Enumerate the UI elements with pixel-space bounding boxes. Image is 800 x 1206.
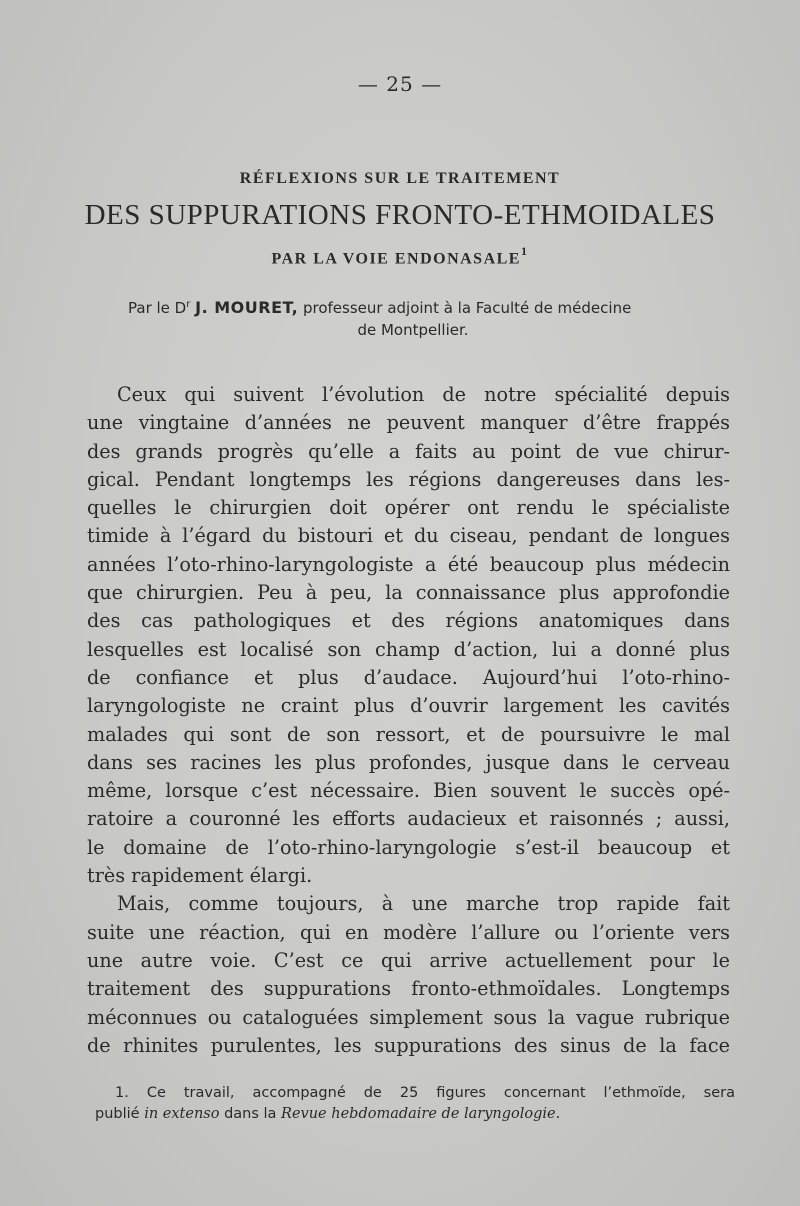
body-line: gical. Pendant longtemps les régions dangereuses dans les- (87, 467, 730, 491)
page-number: — 25 — (357, 72, 443, 96)
body-line: que chirurgien. Peu à peu, la connaissance plus approfondie (87, 581, 730, 605)
body-line: de rhinites purulentes, les suppurations des sinus de la face (87, 1033, 730, 1057)
footnote-line-1: 1. Ce travail, accompagné de 25 figures concernant l’ethmoïde, sera (115, 1085, 735, 1101)
footnote (95, 1083, 735, 1125)
footnote-text: dans la (224, 1106, 277, 1122)
body-line: le domaine de l’oto-rhino-laryngologie s’est-il beaucoup et (87, 835, 730, 859)
body-line: laryngologiste ne craint plus d’ouvrir largement les cavités (87, 694, 730, 718)
footnote-line-2 (95, 1104, 735, 1125)
body-line: même, lorsque c’est nécessaire. Bien souvent le succès opé- (87, 779, 730, 803)
body-line: une vingtaine d’années ne peuvent manquer d’être frappés (87, 411, 730, 435)
author-prefix-sup: r (186, 299, 191, 310)
body-line: méconnues ou cataloguées simplement sous la vague rubrique (87, 1005, 730, 1029)
footnote-reference: 1 (520, 244, 529, 258)
body-line: lesquelles est localisé son champ d’action, lui a donné plus (87, 637, 730, 661)
body-line: quelles le chirurgien doit opérer ont rendu le spécialiste (87, 496, 730, 520)
title-line-3-text: PAR LA VOIE ENDONASALE (271, 250, 521, 268)
body-line: une autre voie. C’est ce qui arrive actuellement pour le (87, 948, 730, 972)
body-line: très rapidement élargi. (87, 864, 313, 888)
author-role: professeur adjoint à la Faculté de médecine (302, 299, 632, 317)
footnote-journal: Revue hebdomadaire de laryngologie. (281, 1106, 561, 1122)
author-place: de Montpellier. (357, 321, 469, 339)
body-line: des grands progrès qu’elle a faits au point de vue chirur- (87, 439, 730, 463)
body-line: malades qui sont de son ressort, et de poursuivre le mal (87, 722, 730, 746)
body-text (87, 381, 730, 1060)
footnote-text: publié (95, 1106, 140, 1122)
title-line-2: DES SUPPURATIONS FRONTO-ETHMOIDALES (84, 199, 716, 231)
body-line: de confiance et plus d’audace. Aujourd’hui l’oto-rhino- (87, 665, 730, 689)
body-line: Mais, comme toujours, à une marche trop rapide fait (117, 892, 730, 916)
author-block (128, 294, 678, 341)
body-line: Ceux qui suivent l’évolution de notre spécialité depuis (117, 383, 730, 406)
author-name: J. MOURET, (195, 298, 299, 317)
body-line: des cas pathologiques et des régions anatomiques dans (87, 609, 730, 633)
body-line: suite une réaction, qui en modère l’allure ou l’oriente vers (87, 920, 730, 944)
body-line: années l’oto-rhino-laryngologiste a été beaucoup plus médecin (87, 552, 730, 576)
body-line: dans ses racines les plus profondes, jusque dans le cerveau (87, 750, 730, 774)
author-prefix: Par le D (128, 299, 187, 317)
title-line-3 (0, 246, 800, 268)
title-line-1: RÉFLEXIONS SUR LE TRAITEMENT (239, 170, 561, 187)
body-line: ratoire a couronné les efforts audacieux et raisonnés ; aussi, (87, 807, 730, 831)
body-line: traitement des suppurations fronto-ethmoïdales. Longtemps (87, 977, 730, 1001)
body-line: timide à l’égard du bistouri et du ciseau, pendant de longues (87, 524, 730, 548)
footnote-italic: in extenso (144, 1106, 220, 1122)
